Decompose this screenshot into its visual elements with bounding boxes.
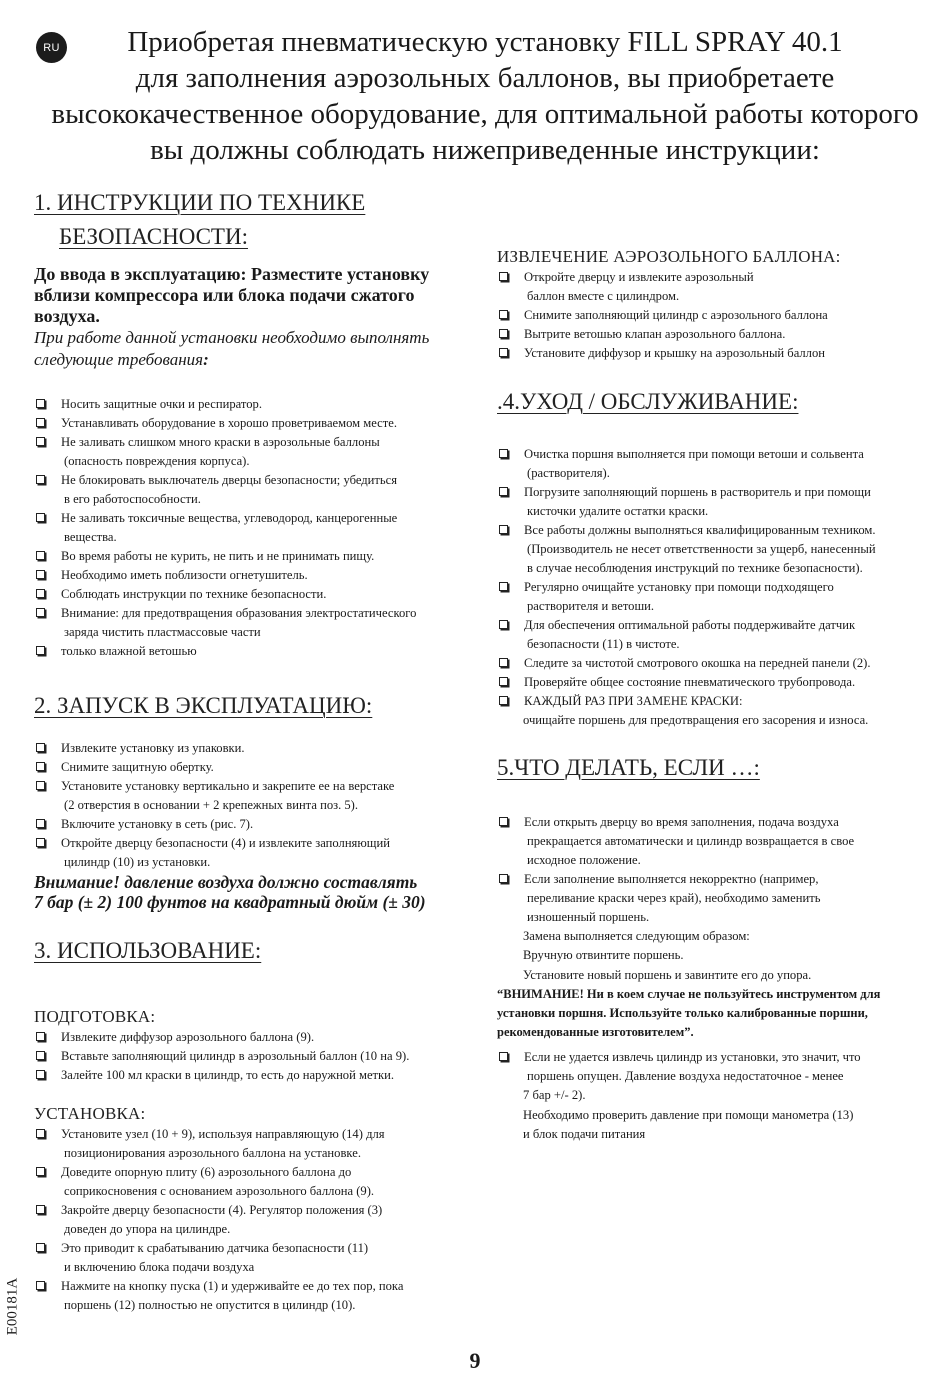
section4-list — [497, 445, 937, 711]
section4-heading-text: .4.УХОД / ОБСЛУЖИВАНИЕ: — [497, 389, 799, 414]
section5-list-2 — [497, 1048, 937, 1086]
list-item-text: (растворителя). — [527, 466, 610, 480]
checkbox-icon — [36, 551, 45, 560]
list-item-text: вещества. — [64, 530, 117, 544]
list-item — [34, 471, 474, 509]
replacement-steps — [497, 927, 937, 986]
list-item — [34, 1277, 474, 1315]
checkbox-icon — [499, 874, 508, 883]
list-item-text: Установите диффузор и крышку на аэрозольный баллон — [524, 346, 826, 360]
list-item — [34, 1201, 474, 1239]
section2-heading-text: 2. ЗАПУСК В ЭКСПЛУАТАЦИЮ: — [34, 693, 373, 718]
list-item — [34, 566, 474, 585]
section5-list — [497, 813, 937, 927]
checkbox-icon — [36, 399, 45, 408]
list-item-text: прекращается автоматически и цилиндр возвращается в свое — [527, 833, 855, 848]
list-item-text: исходное положение. — [527, 852, 641, 867]
list-item-text: Вставьте заполняющий цилиндр в аэрозольный баллон (10 на 9). — [61, 1049, 410, 1063]
list-item-text: Во время работы не курить, не пить и не принимать пищу. — [61, 549, 375, 563]
list-item-text: Носить защитные очки и респиратор. — [61, 397, 262, 411]
list-item-text: Доведите опорную плиту (6) аэрозольного баллона до — [61, 1165, 352, 1179]
list-item — [34, 642, 474, 661]
right-column — [497, 246, 937, 1145]
list-item — [34, 1239, 474, 1277]
checkbox-icon — [36, 1070, 45, 1079]
list-item-text: соприкосновения с основанием аэрозольного баллона (9). — [64, 1184, 375, 1198]
section3-heading — [34, 934, 474, 968]
list-item-text: Все работы должны выполняться квалифицированным техником. — [524, 523, 876, 537]
maintenance-note: очищайте поршень для предотвращения его засорения и износа. — [523, 713, 869, 727]
checkbox-icon — [36, 1205, 45, 1214]
list-item — [34, 1047, 474, 1066]
language-badge: RU — [36, 32, 67, 63]
list-item-text: Извлеките диффузор аэрозольного баллона (9). — [61, 1030, 315, 1044]
section2-heading — [34, 689, 474, 723]
checkbox-icon — [499, 272, 508, 281]
prep-heading: ПОДГОТОВКА: — [34, 1007, 156, 1026]
list-item-text: Вытрите ветошью клапан аэрозольного баллона. — [524, 327, 786, 341]
checkbox-icon — [36, 743, 45, 752]
list-item-text: Внимание: для предотвращения образования электростатического — [61, 606, 417, 620]
section5-heading — [497, 751, 937, 785]
list-item — [34, 509, 474, 547]
list-item — [34, 1028, 474, 1047]
list-item-text: (опасность повреждения корпуса). — [64, 454, 250, 468]
list-item — [497, 616, 937, 654]
section1-intro-bold: До ввода в эксплуатацию: Разместите установку вблизи компрессора или блока подачи сжатого воздуха. — [34, 264, 430, 326]
pressure-check-line: 7 бар +/- 2). — [523, 1088, 586, 1102]
list-item-text: (2 отверстия в основании + 2 крепежных винта поз. 5). — [64, 798, 359, 812]
list-item — [497, 1048, 937, 1086]
list-item-text: Погрузите заполняющий поршень в растворитель и при помощи — [524, 485, 871, 499]
checkbox-icon — [36, 781, 45, 790]
list-item — [497, 654, 937, 673]
list-item-text: Следите за чистотой смотрового окошка на передней панели (2). — [524, 656, 871, 670]
list-item — [34, 758, 474, 777]
list-item — [34, 1163, 474, 1201]
intro-italic-text: При работе данной установки необходимо выполнять следующие требования — [34, 328, 430, 369]
list-item — [34, 414, 474, 433]
list-item — [34, 1066, 474, 1085]
list-item-text: изношенный поршень. — [527, 909, 650, 924]
list-item-text: Не заливать токсичные вещества, углеводород, канцерогенные — [61, 511, 398, 525]
checkbox-icon — [36, 418, 45, 427]
list-item — [497, 870, 937, 927]
list-item-text: растворителя и ветоши. — [527, 599, 655, 613]
list-item — [497, 445, 937, 483]
list-item — [34, 433, 474, 471]
list-item-text: баллон вместе с цилиндром. — [527, 289, 680, 303]
list-item-text: Если открыть дверцу во время заполнения, подача воздуха — [524, 814, 839, 829]
extract-list — [497, 268, 937, 363]
checkbox-icon — [499, 348, 508, 357]
pressure-check-text — [497, 1086, 937, 1145]
list-item — [497, 306, 937, 325]
pressure-check-line: и блок подачи питания — [523, 1127, 646, 1141]
checkbox-icon — [499, 310, 508, 319]
title-line: для заполнения аэрозольных баллонов, вы приобретаете — [135, 62, 835, 94]
list-item — [34, 1125, 474, 1163]
list-item — [497, 813, 937, 870]
list-item-text: Если не удается извлечь цилиндр из установки, это значит, что — [524, 1050, 861, 1064]
checkbox-icon — [499, 449, 508, 458]
checkbox-icon — [499, 817, 508, 826]
checkbox-icon — [499, 525, 508, 534]
section1-heading-line1: 1. ИНСТРУКЦИИ ПО ТЕХНИКЕ — [34, 190, 366, 215]
checkbox-icon — [499, 620, 508, 629]
list-item-text: Снимите защитную обертку. — [61, 760, 214, 774]
list-item-text: Нажмите на кнопку пуска (1) и удерживайте ее до тех пор, пока — [61, 1279, 404, 1293]
list-item-text: поршень опущен. Давление воздуха недостаточное - менее — [527, 1069, 844, 1083]
checkbox-icon — [499, 329, 508, 338]
list-item-text: безопасности (11) в чистоте. — [527, 637, 680, 651]
checkbox-icon — [36, 1051, 45, 1060]
checkbox-icon — [36, 1167, 45, 1176]
list-item-text: КАЖДЫЙ РАЗ ПРИ ЗАМЕНЕ КРАСКИ: — [524, 694, 743, 708]
list-item-text: Снимите заполняющий цилиндр с аэрозольного баллона — [524, 308, 828, 322]
list-item-text: Проверяйте общее состояние пневматического трубопровода. — [524, 675, 856, 689]
checkbox-icon — [36, 838, 45, 847]
list-item-text: Закройте дверцу безопасности (4). Регулятор положения (3) — [61, 1203, 383, 1217]
checkbox-icon — [36, 513, 45, 522]
checkbox-icon — [36, 1281, 45, 1290]
list-item — [497, 483, 937, 521]
list-item-text: заряда чистить пластмассовые части — [64, 625, 261, 639]
list-item — [497, 692, 937, 711]
left-column — [34, 186, 474, 1315]
list-item — [497, 521, 937, 578]
list-item-text: Соблюдать инструкции по технике безопасности. — [61, 587, 327, 601]
list-item — [34, 604, 474, 642]
list-item-text: и включению блока подачи воздуха — [64, 1260, 255, 1274]
section1-heading — [34, 186, 474, 254]
list-item — [34, 585, 474, 604]
list-item-text: Не заливать слишком много краски в аэрозольные баллоны — [61, 435, 380, 449]
list-item-text: доведен до упора на цилиндре. — [64, 1222, 231, 1236]
checkbox-icon — [36, 570, 45, 579]
list-item-text: позиционирования аэрозольного баллона на установке. — [64, 1146, 361, 1160]
install-heading: УСТАНОВКА: — [34, 1104, 146, 1123]
checkbox-icon — [36, 646, 45, 655]
pressure-warning-line2: 7 бар (± 2) 100 фунтов на квадратный дюйм (± 30) — [34, 892, 426, 912]
list-item-text: Устанавливать оборудование в хорошо проветриваемом месте. — [61, 416, 397, 430]
document-code: E00181A — [4, 1277, 21, 1336]
list-item-text: Это приводит к срабатыванию датчика безопасности (11) — [61, 1241, 369, 1255]
page-number: 9 — [469, 1348, 481, 1373]
checkbox-icon — [499, 1052, 508, 1061]
checkbox-icon — [499, 658, 508, 667]
list-item — [497, 344, 937, 363]
intro-colon: : — [203, 350, 209, 369]
list-item-text: в случае несоблюдения инструкций по технике безопасности). — [527, 561, 863, 575]
tool-warning: “ВНИМАНИЕ! Ни в коем случае не пользуйтесь инструментом для установки поршня. Используйте только калиброванные поршни, рекомендованные изготовителем”. — [497, 987, 881, 1039]
section5-heading-text: 5.ЧТО ДЕЛАТЬ, ЕСЛИ …: — [497, 754, 760, 780]
list-item-text: Установите установку вертикально и закрепите ее на верстаке — [61, 779, 395, 793]
replacement-step: Установите новый поршень и завинтите его до упора. — [523, 967, 812, 982]
title-line: вы должны соблюдать нижеприведенные инструкции: — [150, 134, 820, 166]
replacement-step: Замена выполняется следующим образом: — [523, 928, 750, 943]
install-list — [34, 1125, 474, 1315]
list-item — [497, 268, 937, 306]
checkbox-icon — [36, 762, 45, 771]
checkbox-icon — [36, 819, 45, 828]
list-item-text: в его работоспособности. — [64, 492, 201, 506]
section2-list — [34, 739, 474, 872]
list-item-text: Если заполнение выполняется некорректно (например, — [524, 871, 819, 886]
list-item-text: Извлеките установку из упаковки. — [61, 741, 245, 755]
list-item-text: Откройте дверцу и извлеките аэрозольный — [524, 270, 754, 284]
list-item-text: переливание краски через край), необходимо заменить — [527, 890, 821, 905]
checkbox-icon — [499, 487, 508, 496]
list-item-text: Залейте 100 мл краски в цилиндр, то есть до наружной метки. — [61, 1068, 395, 1082]
section1-list — [34, 395, 474, 661]
list-item — [34, 834, 474, 872]
checkbox-icon — [499, 582, 508, 591]
list-item-text: Установите узел (10 + 9), используя направляющую (14) для — [61, 1127, 385, 1141]
page-title — [40, 24, 930, 168]
checkbox-icon — [36, 475, 45, 484]
section4-heading — [497, 385, 937, 419]
list-item-text: Не блокировать выключатель дверцы безопасности; убедиться — [61, 473, 398, 487]
list-item-text: цилиндр (10) из установки. — [64, 855, 211, 869]
checkbox-icon — [36, 608, 45, 617]
checkbox-icon — [36, 1032, 45, 1041]
list-item-text: только влажной ветошью — [61, 644, 197, 658]
list-item-text: Необходимо иметь поблизости огнетушитель. — [61, 568, 308, 582]
list-item-text: поршень (12) полностью не опустится в цилиндр (10). — [64, 1298, 356, 1312]
checkbox-icon — [499, 696, 508, 705]
pressure-warning-line1: Внимание! давление воздуха должно составлять — [34, 872, 418, 892]
list-item-text: Откройте дверцу безопасности (4) и извлеките заполняющий — [61, 836, 390, 850]
list-item — [34, 739, 474, 758]
list-item-text: Включите установку в сеть (рис. 7). — [61, 817, 254, 831]
list-item — [497, 673, 937, 692]
pressure-warning — [34, 872, 474, 912]
list-item-text: Очистка поршня выполняется при помощи ветоши и сольвента — [524, 447, 864, 461]
checkbox-icon — [36, 1243, 45, 1252]
title-line: Приобретая пневматическую установку FILL SPRAY 40.1 — [127, 26, 843, 58]
checkbox-icon — [36, 589, 45, 598]
checkbox-icon — [36, 1129, 45, 1138]
extract-heading: ИЗВЛЕЧЕНИЕ АЭРОЗОЛЬНОГО БАЛЛОНА: — [497, 247, 841, 266]
list-item — [34, 547, 474, 566]
section1-intro-italic — [34, 327, 474, 371]
replacement-step: Вручную отвинтите поршень. — [523, 948, 684, 962]
list-item-text: (Производитель не несет ответственности за ущерб, нанесенный — [527, 542, 876, 556]
list-item-text: Для обеспечения оптимальной работы поддерживайте датчик — [524, 618, 856, 632]
list-item — [497, 325, 937, 344]
list-item-text: Регулярно очищайте установку при помощи подходящего — [524, 580, 834, 594]
list-item — [497, 578, 937, 616]
list-item — [34, 777, 474, 815]
prep-list — [34, 1028, 474, 1085]
pressure-check-line: Необходимо проверить давление при помощи манометра (13) — [523, 1107, 854, 1122]
list-item-text: кисточки удалите остатки краски. — [527, 504, 709, 518]
title-line: высококачественное оборудование, для оптимальной работы которого — [51, 98, 919, 130]
section1-heading-line2: БЕЗОПАСНОСТИ: — [59, 224, 248, 249]
section3-heading-text: 3. ИСПОЛЬЗОВАНИЕ: — [34, 938, 262, 963]
list-item — [34, 815, 474, 834]
list-item — [34, 395, 474, 414]
checkbox-icon — [36, 437, 45, 446]
checkbox-icon — [499, 677, 508, 686]
